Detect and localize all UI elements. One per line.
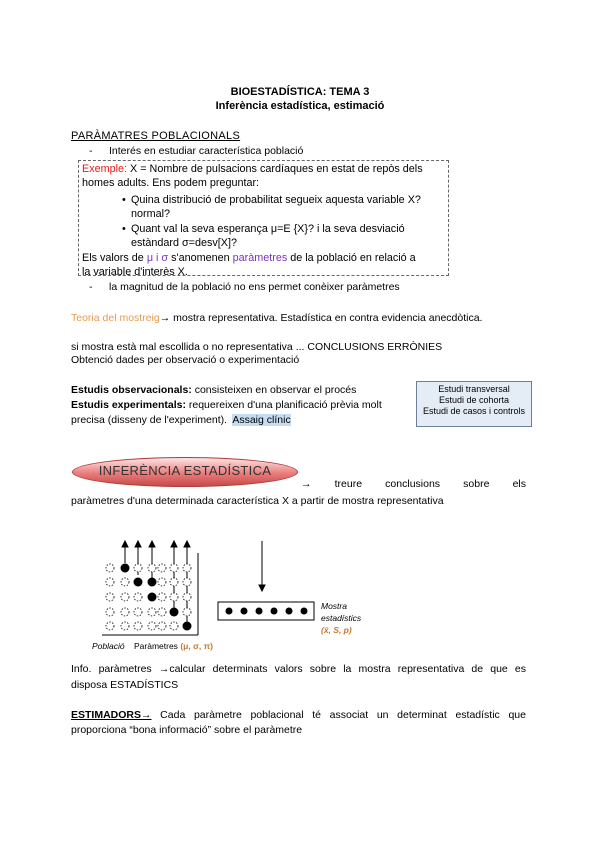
estimadors-line-1: ESTIMADORS→ Cada paràmetre poblacional té associat un determinat estadístic que	[71, 709, 526, 721]
estimadors-line-2: proporciona “bona informació” sobre el paràmetre	[71, 724, 303, 736]
page-title: BIOESTADÍSTICA: TEMA 3	[230, 86, 370, 98]
example-line-1: Exemple: X = Nombre de pulsacions cardíaques en estat de repòs dels	[82, 163, 423, 175]
statistics-label: estadístics	[321, 613, 362, 623]
parameters-label: Paràmetres (μ, σ, π)	[134, 641, 213, 651]
inferencia-line-1: → treure conclusions sobre els	[301, 478, 526, 490]
example-question-1: • Quina distribució de probabilitat segueix aquesta variable X?	[131, 193, 421, 207]
population-circles	[106, 564, 192, 631]
conclusions-line-2: Obtenció dades per observació o experimentació	[71, 354, 300, 366]
estimadors-label: ESTIMADORS→	[71, 709, 152, 721]
population-label: Població	[92, 641, 125, 651]
statistics-symbols: (x̄, S, p)	[321, 625, 352, 635]
study-type-transversal: Estudi transversal	[438, 384, 510, 394]
example-label: Exemple:	[82, 163, 128, 175]
example-question-2: • Quant val la seva esperança μ=E {X}? i la seva desviació	[131, 222, 405, 236]
info-line-2: disposa ESTADÍSTICS	[71, 679, 179, 691]
example-values-line: Els valors de μ i σ s'anomenen paràmetres de la població en relació a	[82, 252, 416, 264]
example-question-1-cont: normal?	[131, 208, 171, 220]
study-type-cohort: Estudi de cohorta	[438, 395, 510, 405]
example-line-2: homes adults. Ens podem preguntar:	[82, 177, 260, 189]
assaig-clinic-highlight: Assaig clínic	[232, 414, 291, 426]
dash-bullet-1: -	[89, 145, 93, 157]
study-type-case-control: Estudi de casos i controls	[422, 406, 526, 416]
studies-observational: Estudis observacionals: consisteixen en observar el procés	[71, 384, 357, 396]
dash-bullet-2: -	[89, 281, 93, 293]
sample-label: Mostra	[321, 601, 347, 611]
page-subtitle: Inferència estadística, estimació	[215, 100, 385, 112]
studies-experimental: Estudis experimentals: requereixen d'una planificació prèvia molt	[71, 399, 382, 411]
example-values-line-2: la variable d'interès X.	[82, 266, 188, 278]
section-heading-params: PARÀMATRES POBLACIONALS	[71, 130, 241, 142]
params-item-1: Interés en estudiar característica població	[109, 145, 304, 157]
study-types-box	[416, 381, 532, 427]
conclusions-line-1: si mostra està mal escollida o no representativa ... CONCLUSIONS ERRÒNIES	[71, 341, 443, 353]
studies-experimental-cont: precisa (disseny de l'experiment). Assaig clínic	[71, 414, 291, 426]
info-line-1: Info. paràmetres →calcular determinats valors sobre la mostra representativa de que es	[71, 663, 526, 675]
sample-arrow	[259, 541, 265, 591]
inferencia-banner-label: INFERÈNCIA ESTADÍSTICA	[98, 463, 272, 478]
mostreig-line: Teoria del mostreig→ mostra representativa. Estadística en contra evidencia anecdòtica.	[71, 312, 483, 324]
params-item-2: la magnitud de la població no ens permet conèixer paràmetres	[109, 281, 400, 293]
example-question-2-cont: estàndard σ=desv[X]?	[131, 237, 238, 249]
inferencia-line-2: paràmetres d'una determinada característica X a partir de mostra representativa	[71, 495, 444, 507]
mostreig-label: Teoria del mostreig	[71, 312, 160, 324]
